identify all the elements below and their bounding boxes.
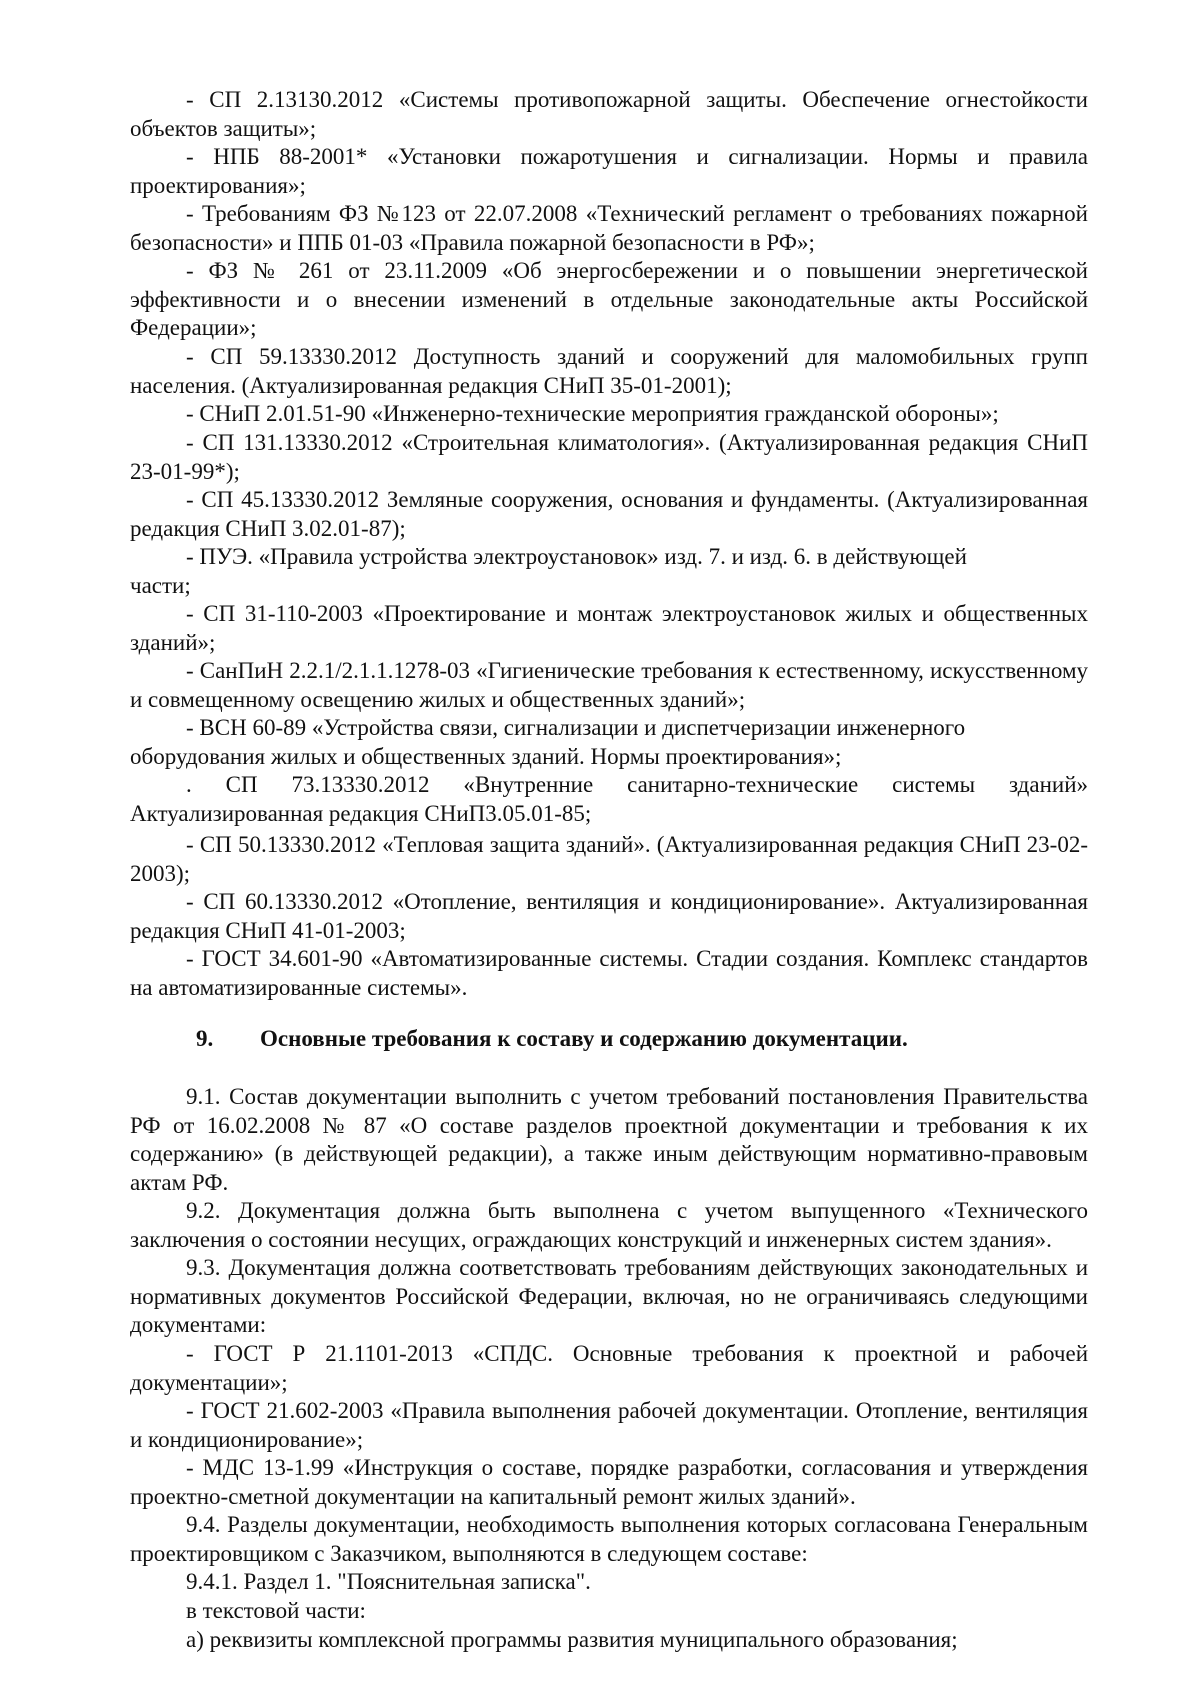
item-9-3-mds-13-1: - МДС 13-1.99 «Инструкция о составе, порядке разработки, согласования и утверждения проектно-сметной документации на капитальный ремонт жилых зданий». — [130, 1455, 1088, 1509]
item-9-3: 9.3. Документация должна соответствовать требованиям действующих законодательных и нормативных документов Российской Федерации, включая, но не ограничиваясь следующими документами: — [130, 1255, 1088, 1337]
norm-item-sp-2-13130: - СП 2.13130.2012 «Системы противопожарной защиты. Обеспечение огнестойкости объектов защиты»; — [130, 87, 1088, 141]
norm-item-snip-2-01-51: - СНиП 2.01.51-90 «Инженерно-технические мероприятия гражданской обороны»; — [186, 401, 999, 426]
section-9-title: Основные требования к составу и содержанию документации. — [260, 1026, 908, 1051]
item-9-2: 9.2. Документация должна быть выполнена с учетом выпущенного «Технического заключения о состоянии несущих, ограждающих конструкций и инженерных систем здания». — [130, 1198, 1088, 1252]
norm-item-gost-34-601: - ГОСТ 34.601-90 «Автоматизированные системы. Стадии создания. Комплекс стандартов на автоматизированные системы». — [130, 946, 1088, 1000]
norm-item-fz-123: - Требованиям ФЗ №123 от 22.07.2008 «Технический регламент о требованиях пожарной безопасности» и ППБ 01-03 «Правила пожарной безопасности в РФ»; — [130, 201, 1088, 255]
item-9-3-gost-r-21-1101: - ГОСТ Р 21.1101-2013 «СПДС. Основные требования к проектной и рабочей документации»; — [130, 1341, 1088, 1395]
norm-item-sanpin: - СанПиН 2.2.1/2.1.1.1278-03 «Гигиенические требования к естественному, искусственному и совмещенному освещению жилых и общественных зданий»; — [130, 658, 1088, 712]
norm-item-sp-73: . СП 73.13330.2012 «Внутренние санитарно-технические системы зданий» Актуализированная редакция СНиП3.05.01-85; — [130, 772, 1088, 826]
norm-item-sp-59: - СП 59.13330.2012 Доступность зданий и сооружений для маломобильных групп населения. (Актуализированная редакция СНиП 35-01-2001); — [130, 344, 1088, 398]
item-9-4: 9.4. Разделы документации, необходимость выполнения которых согласована Генеральным проектировщиком с Заказчиком, выполняются в следующем составе: — [130, 1512, 1088, 1566]
item-a-requisites: а) реквизиты комплексной программы развития муниципального образования; — [186, 1627, 958, 1652]
item-9-1: 9.1. Состав документации выполнить с учетом требований постановления Правительства РФ от 16.02.2008 № 87 «О составе разделов проектной документации и требования к их содержанию» (в действующей редакции), а также иным действующим нормативно-правовым актам РФ. — [130, 1084, 1088, 1195]
norm-item-pue: - ПУЭ. «Правила устройства электроустановок» изд. 7. и изд. 6. в действующей части; — [130, 544, 967, 598]
item-9-4-1: 9.4.1. Раздел 1. "Пояснительная записка". — [186, 1569, 591, 1594]
norm-item-vsn-60-89: - ВСН 60-89 «Устройства связи, сигнализации и диспетчеризации инженерного оборудования жилых и общественных зданий. Нормы проектирования»; — [130, 715, 966, 769]
norm-item-npb-88: - НПБ 88-2001* «Установки пожаротушения и сигнализации. Нормы и правила проектирования»; — [130, 144, 1088, 198]
section-9-heading — [130, 1025, 1088, 1054]
norm-item-sp-50: - СП 50.13330.2012 «Тепловая защита зданий». (Актуализированная редакция СНиП 23-02-2003); — [130, 832, 1088, 886]
norm-item-fz-261: - ФЗ № 261 от 23.11.2009 «Об энергосбережении и о повышении энергетической эффективности и о внесении изменений в отдельные законодательные акты Российской Федерации»; — [130, 258, 1088, 340]
item-text-part-label: в текстовой части: — [186, 1598, 366, 1623]
section-9-number: 9. — [196, 1026, 214, 1051]
norm-item-sp-31-110: - СП 31-110-2003 «Проектирование и монтаж электроустановок жилых и общественных зданий»; — [130, 601, 1088, 655]
norm-item-sp-60: - СП 60.13330.2012 «Отопление, вентиляция и кондиционирование». Актуализированная редакция СНиП 41-01-2003; — [130, 889, 1088, 943]
norm-item-sp-131: - СП 131.13330.2012 «Строительная климатология». (Актуализированная редакция СНиП 23-01-99*); — [130, 430, 1088, 484]
item-9-3-gost-21-602: - ГОСТ 21.602-2003 «Правила выполнения рабочей документации. Отопление, вентиляция и кондиционирование»; — [130, 1398, 1088, 1452]
norm-item-sp-45: - СП 45.13330.2012 Земляные сооружения, основания и фундаменты. (Актуализированная редакция СНиП 3.02.01-87); — [130, 487, 1088, 541]
